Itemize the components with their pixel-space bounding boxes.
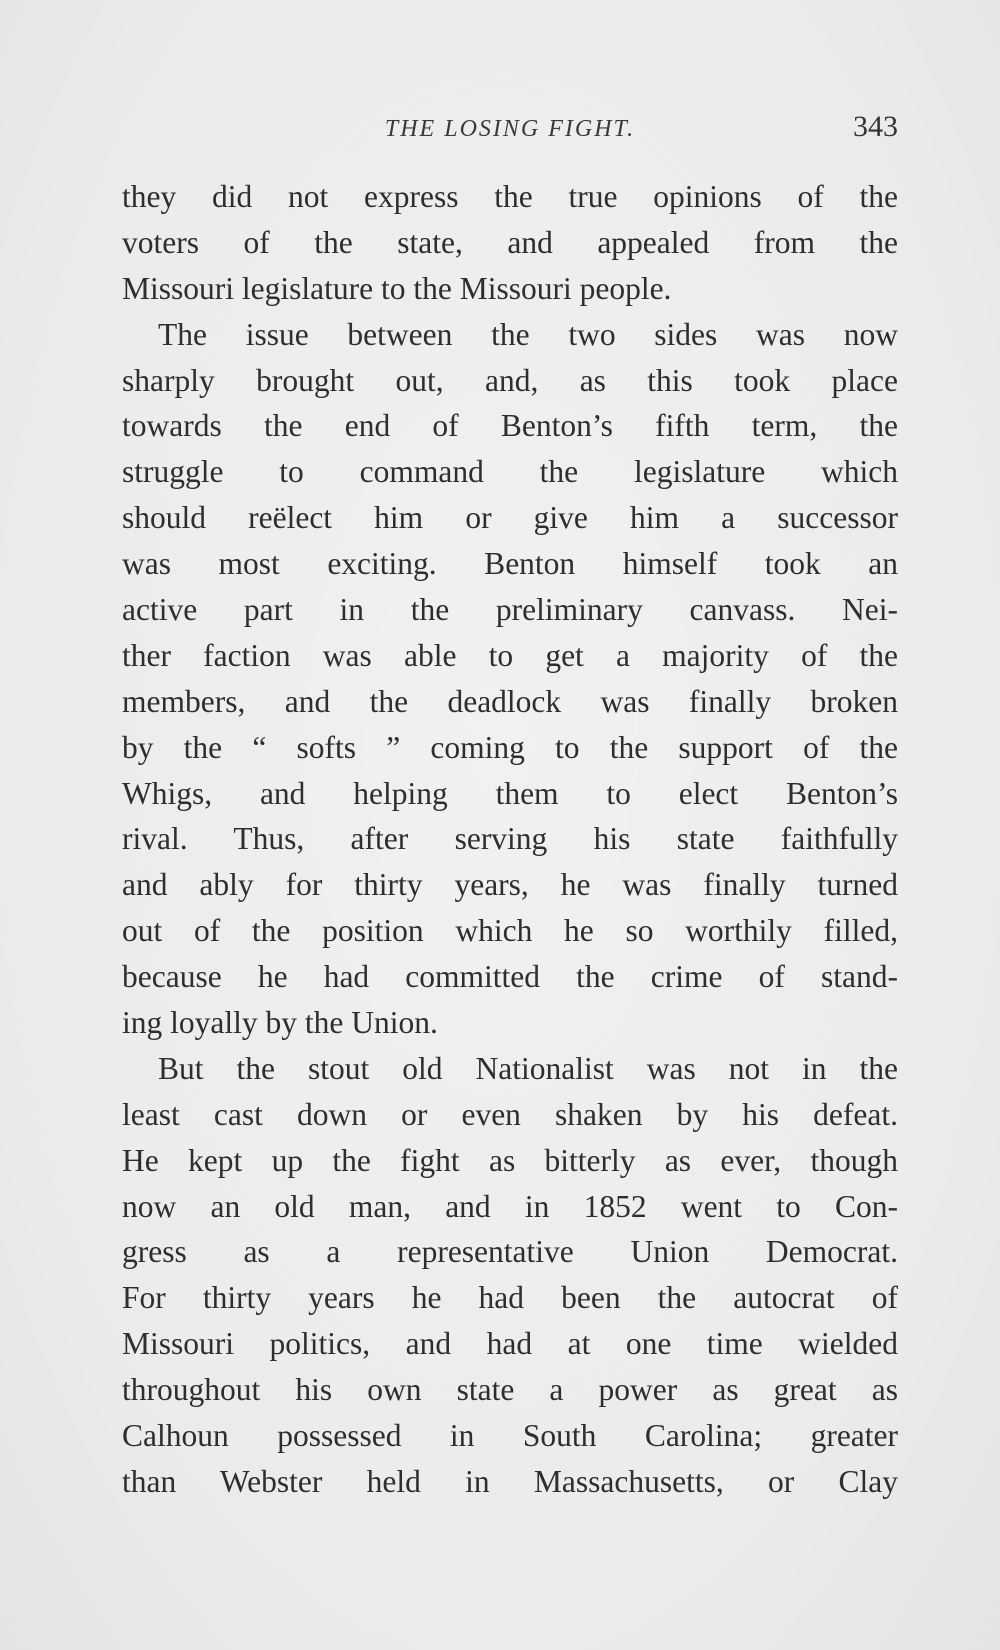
text-line: they did not express the true opinions of the bbox=[122, 179, 898, 214]
text-line: voters of the state, and appealed from the bbox=[122, 224, 898, 260]
text-line: sharply brought out, and, as this took place bbox=[122, 362, 898, 398]
running-title: THE LOSING FIGHT. bbox=[384, 116, 636, 142]
text-line: was most exciting. Benton himself took an bbox=[122, 546, 898, 582]
text-line: ther faction was able to get a majority of the bbox=[122, 637, 898, 673]
text-line: now an old man, and in 1852 went to Con- bbox=[122, 1188, 898, 1224]
text-line: ing loyally by the Union. bbox=[122, 1005, 438, 1041]
text-line: He kept up the fight as bitterly as ever, though bbox=[122, 1142, 898, 1178]
running-head bbox=[122, 110, 898, 150]
text-line: because he had committed the crime of stand- bbox=[122, 959, 898, 995]
text-line: least cast down or even shaken by his defeat. bbox=[122, 1096, 898, 1132]
text-line: For thirty years he had been the autocrat of bbox=[122, 1280, 898, 1316]
text-line: members, and the deadlock was finally broken bbox=[122, 683, 898, 719]
text-line: active part in the preliminary canvass. Nei- bbox=[122, 592, 898, 628]
text-line: and ably for thirty years, he was finally turned bbox=[122, 867, 898, 903]
body-text bbox=[122, 174, 898, 1505]
text-line: Missouri politics, and had at one time wielded bbox=[122, 1326, 898, 1362]
page-number: 343 bbox=[853, 110, 898, 143]
text-line: Whigs, and helping them to elect Benton’s bbox=[122, 775, 898, 811]
text-line: by the “ softs ” coming to the support of the bbox=[122, 729, 898, 765]
text-line: throughout his own state a power as great as bbox=[122, 1372, 898, 1408]
text-line: The issue between the two sides was now bbox=[158, 316, 898, 352]
text-line: should reëlect him or give him a successor bbox=[122, 500, 898, 536]
text-line: Missouri legislature to the Missouri people. bbox=[122, 270, 672, 306]
text-line: gress as a representative Union Democrat. bbox=[122, 1234, 898, 1270]
text-line: But the stout old Nationalist was not in the bbox=[158, 1050, 898, 1086]
text-line: struggle to command the legislature which bbox=[122, 454, 898, 490]
text-line: out of the position which he so worthily filled, bbox=[122, 913, 898, 949]
text-line: towards the end of Benton’s fifth term, the bbox=[122, 408, 898, 444]
text-line: than Webster held in Massachusetts, or Clay bbox=[122, 1463, 898, 1499]
text-line: Calhoun possessed in South Carolina; greater bbox=[122, 1418, 898, 1454]
text-line: rival. Thus, after serving his state faithfully bbox=[122, 821, 898, 857]
